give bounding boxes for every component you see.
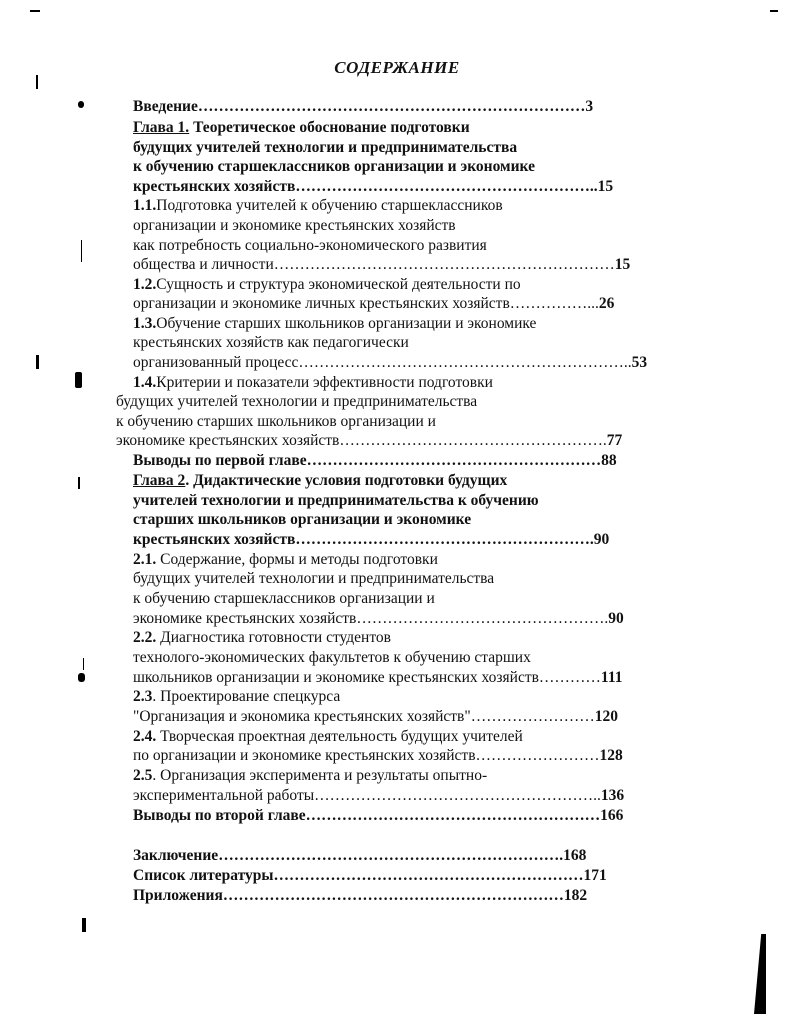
section-title: . Организация эксперимента и результаты опытно- (152, 767, 488, 784)
chapter-prefix: Глава 1. (133, 119, 190, 136)
toc-section-2-4-line-1[interactable] (133, 727, 523, 747)
chapter-title: . Дидактические условия подготовки будущих (185, 472, 508, 489)
scan-mark (78, 673, 85, 682)
toc-chapter-1-line-3: к обучению старшеклассников организации и экономике (133, 158, 535, 175)
toc-section-2-2-line-1[interactable] (133, 628, 391, 648)
scan-mark (83, 658, 84, 670)
leader-dots: …………………………………………. (356, 610, 609, 627)
section-title: Содержание, формы и методы подготовки (156, 551, 438, 568)
toc-section-1-4-line-1[interactable] (133, 373, 493, 393)
scan-mark (78, 477, 80, 489)
toc-entry-conclusions-2[interactable] (133, 806, 623, 826)
scan-mark (82, 918, 86, 932)
page-number: 166 (600, 807, 624, 824)
page-number: 120 (594, 708, 618, 725)
entry-label: Заключение (133, 847, 219, 864)
page-number: 136 (600, 787, 625, 804)
toc-section-1-4-line-3: к обучению старших школьников организации и (116, 413, 436, 430)
leader-dots: ………………………………………………………………… (197, 98, 586, 115)
toc-entry-intro[interactable] (133, 97, 593, 117)
entry-label: Выводы по первой главе (133, 452, 307, 469)
toc-section-2-1-line-4 (133, 609, 624, 629)
leader-dots: ………………………………………………….. (295, 178, 598, 195)
entry-label: по организации и экономике крестьянских хозяйств (133, 747, 476, 764)
toc-chapter-2-line-4 (133, 530, 609, 550)
section-title: Творческая проектная деятельность будущих учителей (156, 728, 523, 745)
toc-entry-conclusions-1[interactable] (133, 451, 617, 471)
scan-mark (36, 355, 39, 369)
leader-dots: …………………………………………………. (295, 531, 594, 548)
section-title: . Проектирование спецкурса (152, 688, 341, 705)
toc-section-1-1-line-1[interactable] (133, 196, 503, 216)
leader-dots: ……………... (509, 295, 599, 312)
toc-section-2-4-line-2 (133, 746, 623, 766)
leader-dots: ………………………………………………… (305, 807, 601, 824)
page-number: 182 (563, 887, 588, 904)
leader-dots: …………………… (475, 747, 600, 764)
page-number: 90 (608, 610, 624, 627)
page-number: 90 (593, 531, 610, 548)
section-title: Подготовка учителей к обучению старшеклассников (156, 197, 503, 214)
toc-section-2-5-line-2 (133, 786, 624, 806)
leader-dots: …………………… (470, 708, 595, 725)
section-title: Сущность и структура экономической деятельности по (156, 276, 521, 293)
section-number: 2.1. (133, 551, 157, 568)
page-number: 171 (583, 867, 607, 884)
leader-dots: ……………………………………………. (339, 432, 607, 449)
scan-mark (81, 240, 82, 262)
toc-section-1-4-line-2: будущих учителей технологии и предпринимательства (116, 393, 478, 410)
toc-section-1-1-line-3: как потребность социально-экономического развития (133, 237, 487, 254)
section-number: 2.5 (133, 767, 153, 784)
toc-section-2-1-line-2: будущих учителей технологии и предпринимательства (133, 570, 495, 587)
page-number: 88 (601, 452, 617, 469)
entry-label: экономике крестьянских хозяйств (133, 610, 357, 627)
page-number: 26 (598, 295, 615, 312)
leader-dots: …………………………………………………… (273, 867, 584, 884)
toc-section-1-3-line-3 (133, 353, 647, 373)
toc-section-2-2-line-3 (133, 668, 622, 688)
toc-section-2-3-line-2 (133, 707, 618, 727)
toc-section-1-3-line-1[interactable] (133, 314, 536, 334)
section-number: 2.3 (133, 688, 153, 705)
leader-dots: ……………………………………………….. (314, 787, 601, 804)
toc-section-2-1-line-1[interactable] (133, 550, 438, 570)
scan-mark (75, 372, 82, 388)
leader-dots: ………………………………………………… (306, 452, 602, 469)
section-number: 1.4. (133, 374, 157, 391)
entry-label: крестьянских хозяйств (133, 178, 296, 195)
section-number: 1.2. (133, 276, 157, 293)
entry-label: экономике крестьянских хозяйств (116, 432, 340, 449)
scan-mark (78, 101, 84, 108)
toc-section-2-3-line-1[interactable] (133, 687, 340, 707)
toc-section-1-1-line-4 (133, 255, 630, 275)
entry-label: общества и личности (133, 256, 274, 273)
page-title: СОДЕРЖАНИЕ (334, 58, 460, 77)
scan-mark (36, 75, 38, 89)
toc-entry-bibliography[interactable] (133, 866, 607, 886)
chapter-title: Теоретическое обоснование подготовки (189, 119, 470, 136)
toc-section-1-2-line-1[interactable] (133, 275, 521, 295)
leader-dots: …………………………………………………………. (218, 847, 564, 864)
entry-label: "Организация и экономика крестьянских хозяйств" (133, 708, 471, 725)
entry-label: организации и экономике личных крестьянских хозяйств (133, 295, 510, 312)
toc-section-1-3-line-2: крестьянских хозяйств как педагогически (133, 334, 409, 351)
toc-section-1-2-line-2 (133, 294, 614, 314)
section-title: Диагностика готовности студентов (156, 629, 391, 646)
scan-mark (30, 10, 40, 12)
page-number: 3 (585, 98, 594, 115)
scan-mark (754, 934, 766, 1014)
page-number: 53 (631, 354, 648, 371)
toc-chapter-1-line-1[interactable] (133, 118, 470, 138)
section-number: 2.4. (133, 728, 157, 745)
leader-dots: ………………………………………………………… (273, 256, 615, 273)
entry-label: Список литературы (133, 867, 274, 884)
section-number: 1.3. (133, 315, 157, 332)
entry-label: экспериментальной работы (133, 787, 315, 804)
toc-section-2-1-line-3: к обучению старшеклассников организации и (133, 590, 435, 607)
page-number: 77 (606, 432, 623, 449)
toc-section-2-5-line-1[interactable] (133, 766, 487, 786)
section-number: 2.2. (133, 629, 157, 646)
entry-label: Введение (133, 98, 198, 115)
entry-label: Приложения (133, 887, 223, 904)
section-number: 1.1. (133, 197, 157, 214)
toc-chapter-1-line-4 (133, 177, 613, 197)
page-number: 128 (599, 747, 623, 764)
toc-section-1-1-line-2: организации и экономике крестьянских хозяйств (133, 217, 456, 234)
page-number: 15 (614, 256, 631, 273)
leader-dots: ……………………………………………………….. (298, 354, 632, 371)
entry-label: Выводы по второй главе (133, 807, 306, 824)
toc-chapter-2-line-3: старших школьников организации и экономике (133, 511, 472, 528)
entry-label: организованный процесс (133, 354, 299, 371)
leader-dots: ………… (538, 669, 601, 686)
toc-entry-appendices[interactable] (133, 886, 587, 906)
leader-dots: ………………………………………………………… (222, 887, 564, 904)
toc-chapter-1-line-2: будущих учителей технологии и предпринимательства (133, 139, 518, 156)
scan-mark (770, 10, 778, 12)
entry-label: школьников организации и экономике крестьянских хозяйств (133, 669, 539, 686)
page-number: 168 (563, 847, 587, 864)
page-number: 15 (597, 178, 614, 195)
toc-section-2-2-line-2: технолого-экономических факультетов к обучению старших (133, 649, 531, 666)
section-title: Обучение старших школьников организации и экономике (156, 315, 537, 332)
toc-chapter-2-line-1[interactable] (133, 471, 507, 491)
entry-label: крестьянских хозяйств (133, 531, 296, 548)
chapter-prefix: Глава 2 (133, 472, 186, 489)
toc-section-1-4-line-4 (116, 431, 622, 451)
toc-chapter-2-line-2: учителей технологии и предпринимательства к обучению (133, 492, 539, 509)
page-number: 111 (600, 669, 623, 686)
section-title: Критерии и показатели эффективности подготовки (156, 374, 493, 391)
toc-entry-conclusion[interactable] (133, 846, 586, 866)
